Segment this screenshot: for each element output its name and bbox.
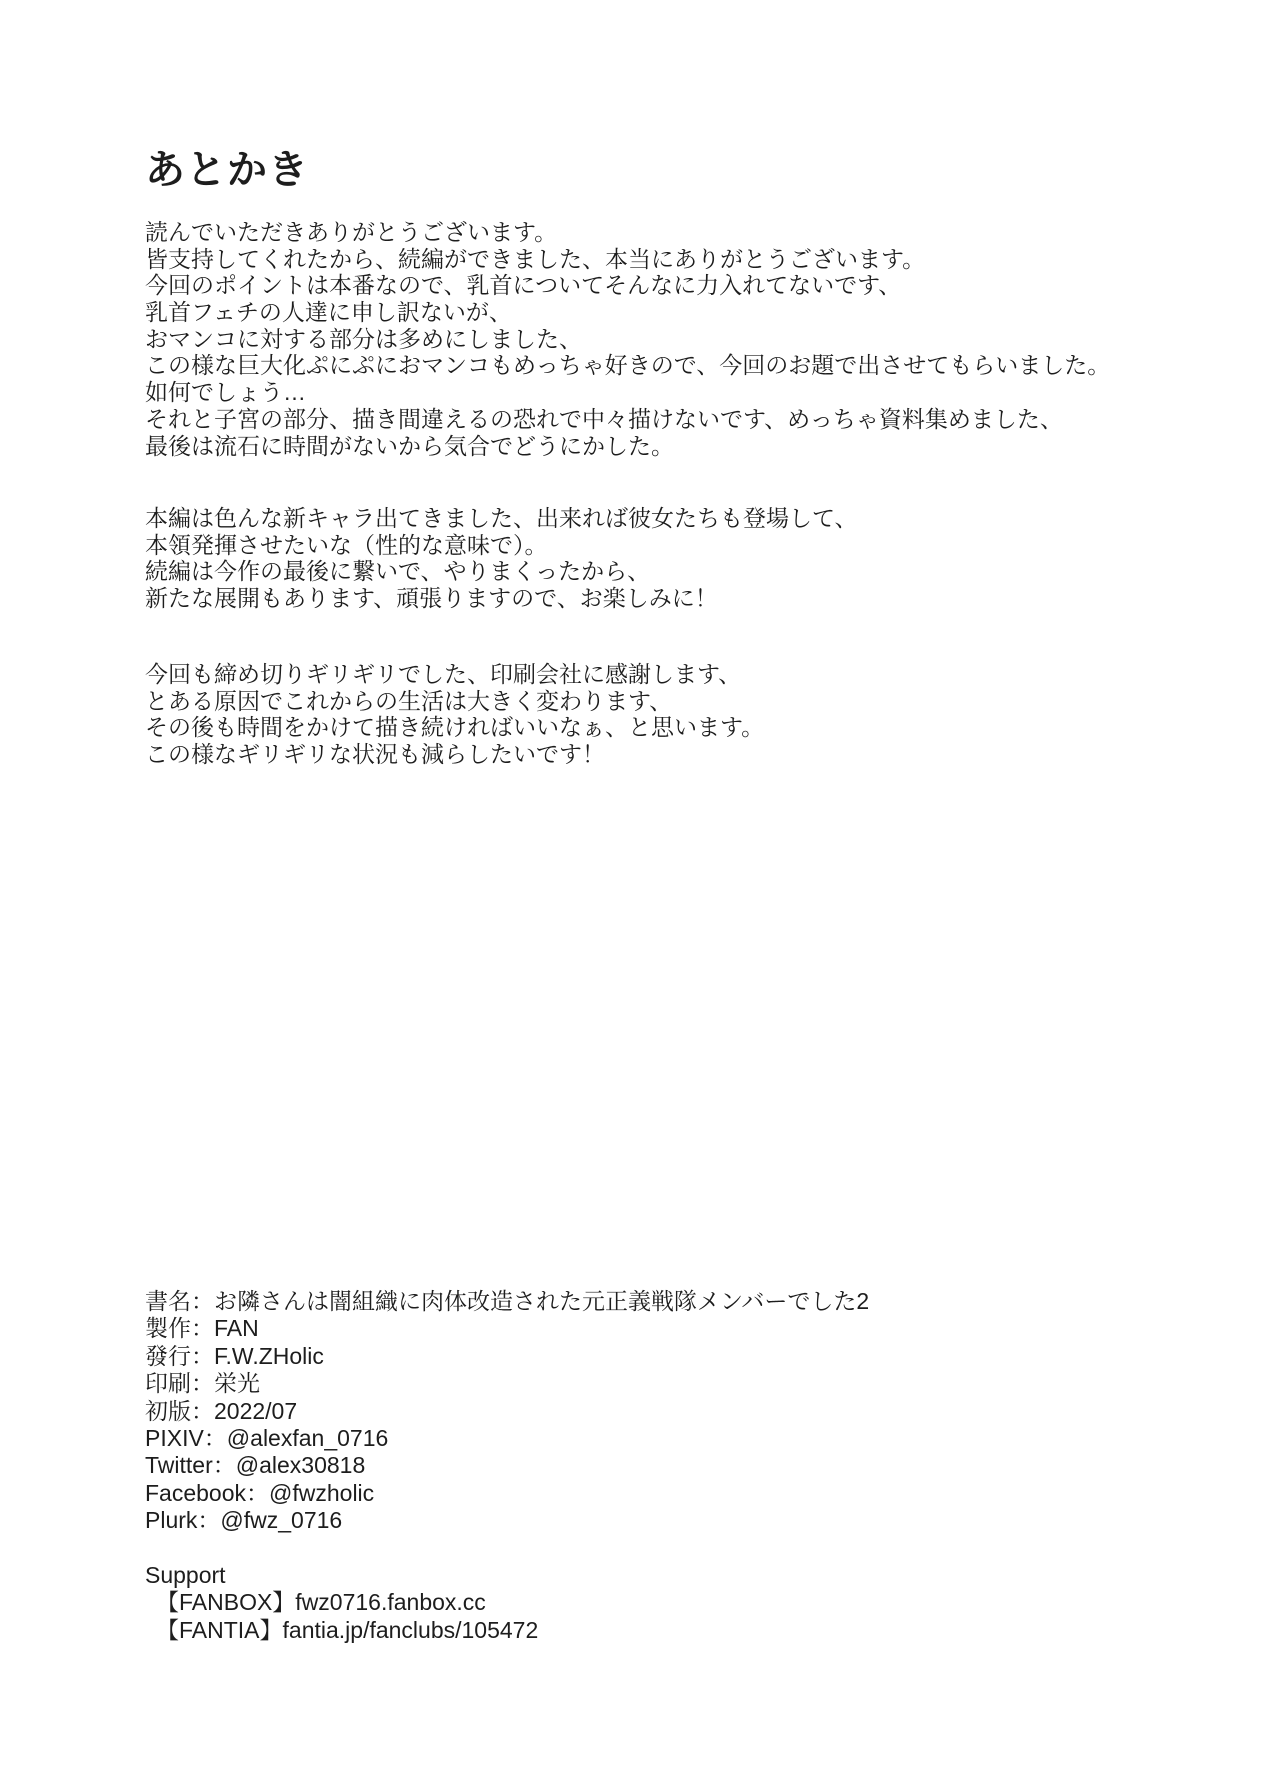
colophon (145, 1288, 869, 1535)
text-line: それと子宮の部分、描き間違えるの恐れで中々描けないです、めっちゃ資料集めました、 (145, 405, 1063, 432)
text-line: 本編は色んな新キャラ出てきました、出来れば彼女たちも登場して、 (145, 505, 858, 531)
text-line: 新たな展開もあります、頑張りますので、お楽しみに！ (145, 585, 718, 612)
text-line: 本領発揮させたいな（性的な意味で）。 (145, 531, 548, 558)
text-line: 如何でしょう… (145, 379, 306, 406)
text-line: 發行：F.W.ZHolic (145, 1342, 324, 1369)
text-line: この様なギリギリな状況も減らしたいです！ (145, 741, 605, 768)
text-line: 続編は今作の最後に繋いで、やりまくったから、 (145, 558, 651, 585)
afterword-paragraph-3 (145, 661, 764, 768)
afterword-paragraph-1 (145, 219, 1110, 459)
text-line: 印刷：栄光 (145, 1370, 260, 1397)
text-line: この様な巨大化ぷにぷにおマンコもめっちゃ好きので、今回のお題で出させてもらいました。 (145, 352, 1111, 379)
text-line: 最後は流石に時間がないから気合でどうにかした。 (145, 432, 674, 459)
text-line: PIXIV：@alexfan_0716 (145, 1424, 389, 1451)
text-line: 初版：2022/07 (145, 1397, 298, 1424)
text-line: 乳首フェチの人達に申し訳ないが、 (145, 299, 512, 326)
support-links (145, 1589, 538, 1644)
text-line: おマンコに対する部分は多めにしました、 (145, 325, 582, 352)
support-section (145, 1562, 538, 1644)
page-title: あとかき (145, 148, 309, 192)
text-line: とある原因でこれからの生活は大きく変わります、 (145, 687, 673, 714)
text-line: 書名：お隣さんは闇組織に肉体改造された元正義戦隊メンバーでした2 (145, 1288, 870, 1314)
text-line: 今回も締め切りギリギリでした、印刷会社に感謝します、 (145, 661, 742, 687)
text-line: 読んでいただきありがとうございます。 (145, 219, 558, 245)
text-line: 製作：FAN (145, 1315, 259, 1342)
support-heading: Support (145, 1562, 226, 1588)
afterword-paragraph-2 (145, 505, 858, 612)
text-line: その後も時間をかけて描き続ければいいなぁ、と思います。 (145, 714, 765, 741)
text-line: 【FANBOX】fwz0716.fanbox.cc (156, 1589, 486, 1616)
text-line: 【FANTIA】fantia.jp/fanclubs/105472 (156, 1616, 539, 1643)
text-line: 今回のポイントは本番なので、乳首についてそんなに力入れてないです、 (145, 272, 902, 299)
text-line: Twitter：@alex30818 (145, 1452, 366, 1479)
text-line: Plurk：@fwz_0716 (145, 1507, 343, 1534)
text-line: Facebook：@fwzholic (145, 1479, 375, 1506)
text-line: 皆支持してくれたから、続編ができました、本当にありがとうございます。 (145, 245, 926, 272)
